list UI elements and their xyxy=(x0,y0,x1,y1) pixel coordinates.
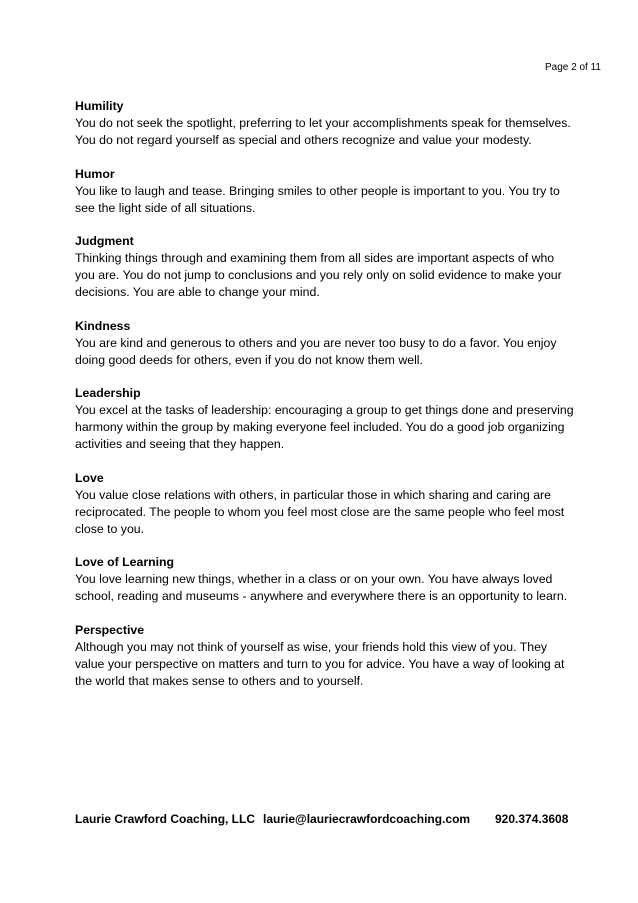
section-humility xyxy=(75,98,575,149)
section-body: You value close relations with others, in particular those in which sharing and caring are reciprocated. The people to whom you feel most close are the same people who feel most close to you. xyxy=(75,487,565,536)
section-title: Kindness xyxy=(75,318,131,333)
document-body xyxy=(75,98,575,706)
section-body: Although you may not think of yourself as wise, your friends hold this view of you. They value your perspective on matters and turn to you for advice. You have a way of looking at the world that makes sense to others and to yourself. xyxy=(75,639,565,688)
footer-company: Laurie Crawford Coaching, LLC xyxy=(75,812,256,826)
section-perspective xyxy=(75,622,575,690)
footer-email[interactable]: laurie@lauriecrawfordcoaching.com xyxy=(263,812,471,826)
section-title: Love of Learning xyxy=(75,555,175,569)
section-leadership xyxy=(75,385,575,453)
section-body: You excel at the tasks of leadership: encouraging a group to get things done and preserving harmony within the group by making everyone feel included. You do a good job organizing activities and seeing that they happen. xyxy=(75,403,574,451)
section-body: You are kind and generous to others and you are never too busy to do a favor. You enjoy doing good deeds for others, even if you do not know them well. xyxy=(75,335,557,367)
footer-phone: 920.374.3608 xyxy=(495,812,569,826)
page-number: Page 2 of 11 xyxy=(545,62,601,73)
section-body: Thinking things through and examining them from all sides are important aspects of who you are. You do not jump to conclusions and you rely only on solid evidence to make your decisions. You are able to change your mind. xyxy=(75,251,562,299)
section-title: Judgment xyxy=(75,234,134,248)
section-humor xyxy=(75,166,575,217)
section-love-of-learning xyxy=(75,554,575,605)
section-body: You like to laugh and tease. Bringing smiles to other people is important to you. You try to see the light side of all situations. xyxy=(75,183,560,215)
section-kindness xyxy=(75,318,575,369)
section-title: Love xyxy=(75,470,104,485)
section-title: Leadership xyxy=(75,386,141,400)
section-judgment xyxy=(75,233,575,301)
section-title: Humor xyxy=(75,166,115,181)
section-love xyxy=(75,470,575,538)
section-body: You love learning new things, whether in a class or on your own. You have always loved school, reading and museums - anywhere and everywhere there is an opportunity to learn. xyxy=(75,572,568,603)
section-title: Perspective xyxy=(75,622,145,637)
section-title: Humility xyxy=(75,99,124,113)
section-body: You do not seek the spotlight, preferring to let your accomplishments speak for themselves. You do not regard yourself as special and others recognize and value your modesty. xyxy=(75,116,571,147)
